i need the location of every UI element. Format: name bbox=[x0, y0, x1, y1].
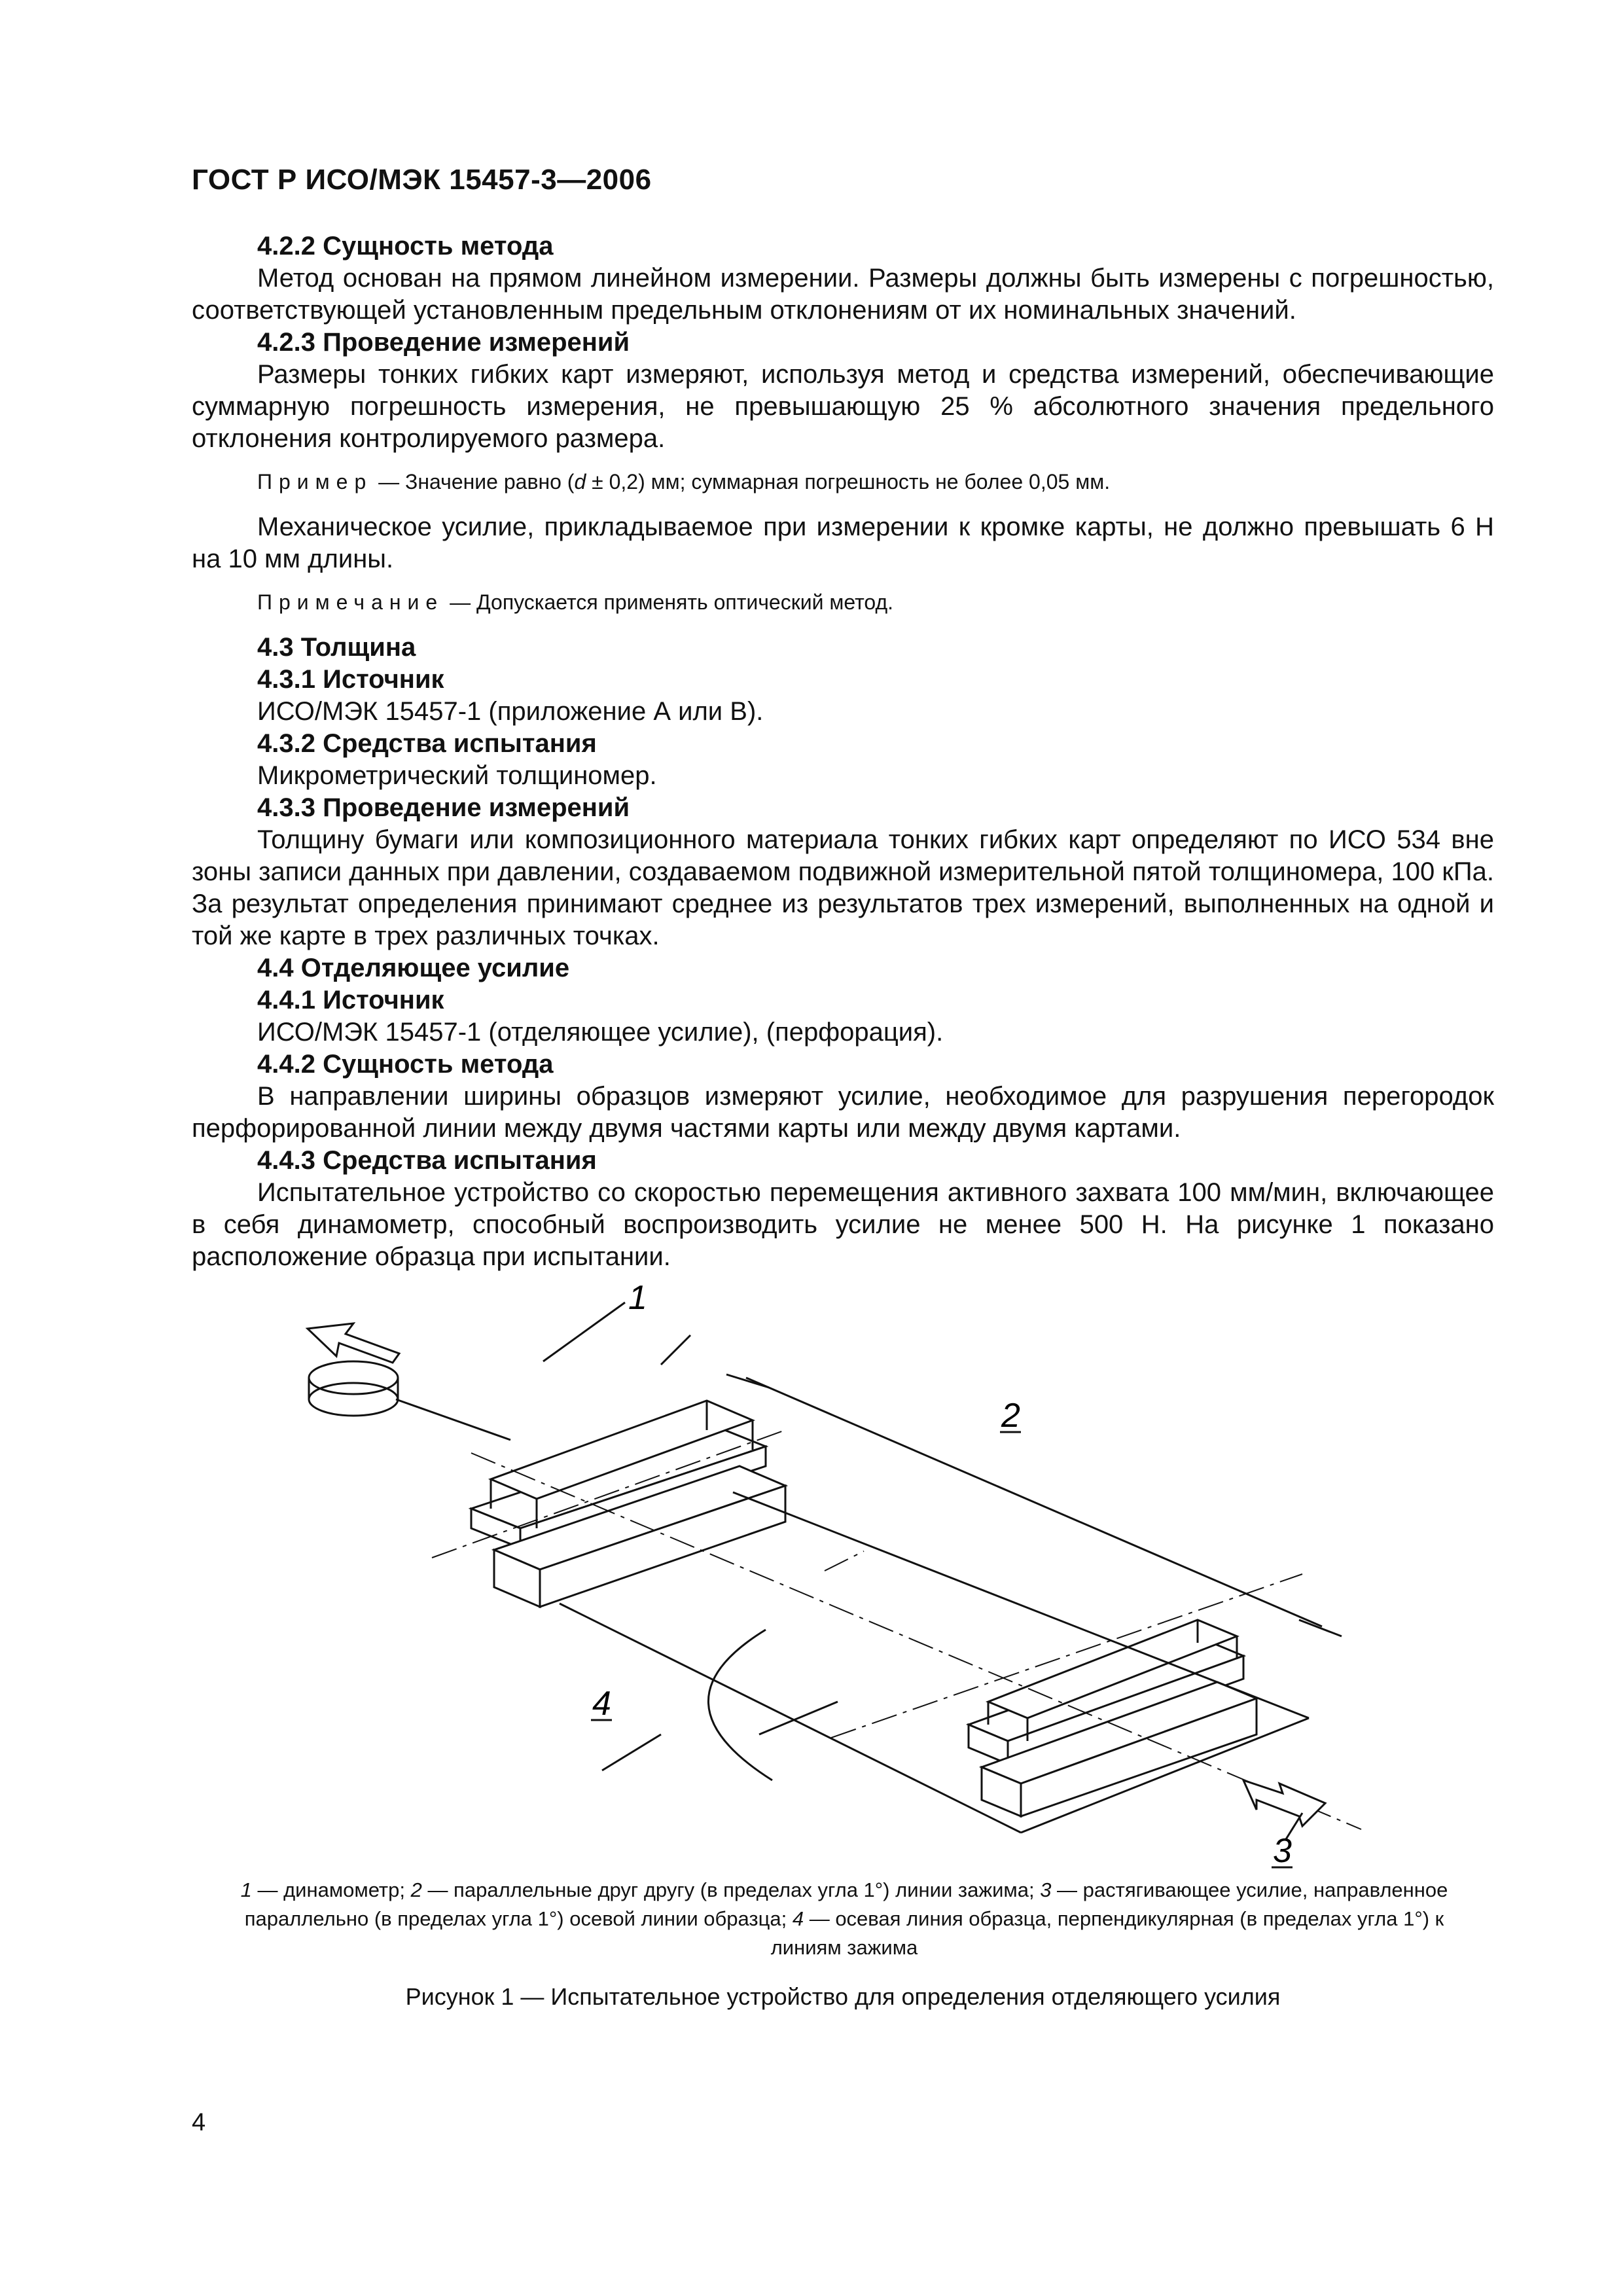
left-clamp-block bbox=[471, 1401, 785, 1607]
test-device-diagram bbox=[262, 1283, 1427, 1872]
specimen-centerline bbox=[471, 1453, 1361, 1829]
note-text: — Допускается применять оптический метод. bbox=[450, 590, 894, 614]
legend-text-3: — растягивающее усилие, направленное параллельно (в пределах угла 1°) осевой линии образца; bbox=[244, 1878, 1448, 1930]
figure-legend bbox=[209, 1876, 1479, 1962]
section-4-2-3-title: 4.2.3 Проведение измерений bbox=[257, 328, 630, 357]
legend-num-2: 2 bbox=[410, 1878, 422, 1901]
section-4-3-title: 4.3 Толщина bbox=[257, 633, 416, 662]
section-4-4-3-title: 4.4.3 Средства испытания bbox=[257, 1146, 597, 1175]
callout-4: 4 bbox=[592, 1685, 611, 1723]
section-4-4-1-text: ИСО/МЭК 15457-1 (отделяющее усилие), (перфорация). bbox=[257, 1018, 944, 1047]
pull-arrow-right-icon bbox=[1243, 1780, 1325, 1826]
callout-3: 3 bbox=[1273, 1832, 1292, 1870]
leader-4 bbox=[602, 1734, 661, 1770]
section-4-2-2-title: 4.2.2 Сущность метода bbox=[257, 232, 554, 260]
section-4-3-3-text: Толщину бумаги или композиционного материала тонких гибких карт определяют по ИСО 534 вне зоны записи данных при давлении, создаваемом подвижной измерительной пятой толщиномера, 100 кПа. За результат определения принимают среднее из результатов трех измерений, выполненных на одной и той же карте в трех различных точках. bbox=[192, 825, 1494, 950]
section-4-4-2-title: 4.4.2 Сущность метода bbox=[257, 1050, 554, 1079]
page-number: 4 bbox=[192, 2109, 206, 2136]
section-4-3-1-title: 4.3.1 Источник bbox=[257, 665, 444, 694]
callout-2: 2 bbox=[1001, 1397, 1020, 1435]
section-4-3-1-text: ИСО/МЭК 15457-1 (приложение А или В). bbox=[257, 697, 764, 726]
example-text-b: ± 0,2) мм; суммарная погрешность не более 0,05 мм. bbox=[586, 470, 1111, 493]
legend-num-1: 1 bbox=[240, 1878, 252, 1901]
section-4-3-2-title: 4.3.2 Средства испытания bbox=[257, 729, 597, 758]
specimen-edge-bottom bbox=[560, 1604, 1021, 1833]
note-label: Примечание bbox=[257, 590, 444, 614]
remark-note bbox=[192, 588, 1494, 616]
body-text bbox=[192, 230, 1494, 1273]
example-text-a: — Значение равно ( bbox=[378, 470, 575, 493]
leader-2 bbox=[661, 1335, 690, 1365]
section-4-4-2-text: В направлении ширины образцов измеряют усилие, необходимое для разрушения перегородок перфорированной линии между двумя частями карты или между двумя картами. bbox=[192, 1082, 1494, 1143]
section-4-3-2-text: Микрометрический толщиномер. bbox=[257, 761, 657, 790]
example-variable: d bbox=[574, 470, 586, 493]
section-4-4-3-text: Испытательное устройство со скоростью перемещения активного захвата 100 мм/мин, включающее в себя динамометр, способный воспроизводить усилие не менее 500 Н. На рисунке 1 показано расположение образца при испытании. bbox=[192, 1178, 1494, 1271]
section-4-4-title: 4.4 Отделяющее усилие bbox=[257, 954, 570, 982]
dynamometer-ring-icon bbox=[309, 1361, 398, 1416]
legend-num-4: 4 bbox=[792, 1907, 804, 1930]
figure-caption: Рисунок 1 — Испытательное устройство для определения отделяющего усилия bbox=[405, 1983, 1281, 2010]
document-header: ГОСТ Р ИСО/МЭК 15457-3—2006 bbox=[192, 164, 652, 196]
specimen-edge-top bbox=[733, 1492, 1309, 1718]
legend-text-1: — динамометр; bbox=[251, 1878, 411, 1901]
legend-num-3: 3 bbox=[1040, 1878, 1052, 1901]
right-clamp-block bbox=[969, 1620, 1257, 1816]
legend-text-4: — осевая линия образца, перпендикулярная (в пределах угла 1°) к линиям зажима bbox=[770, 1907, 1444, 1959]
section-4-3-3-title: 4.3.3 Проведение измерений bbox=[257, 793, 630, 822]
section-4-4-1-title: 4.4.1 Источник bbox=[257, 986, 444, 1014]
example-note bbox=[192, 468, 1494, 495]
figure-1-drawing bbox=[262, 1283, 1427, 1872]
callout-1: 1 bbox=[628, 1283, 647, 1317]
pull-rod bbox=[396, 1399, 510, 1440]
legend-text-2: — параллельные друг другу (в пределах угла 1°) линии зажима; bbox=[421, 1878, 1041, 1901]
dimension-line-2 bbox=[746, 1378, 1322, 1626]
pull-arrow-left-icon bbox=[308, 1323, 399, 1363]
leader-1 bbox=[543, 1302, 625, 1361]
section-4-2-3-text: Размеры тонких гибких карт измеряют, используя метод и средства измерений, обеспечивающие суммарную погрешность измерения, не превышающую 25 % абсолютного значения предельного отклонения контролируемого размера. bbox=[192, 360, 1494, 453]
section-4-2-2-text: Метод основан на прямом линейном измерении. Размеры должны быть измерены с погрешностью, соответствующей установленным предельным отклонениям от их номинальных значений. bbox=[192, 264, 1494, 325]
example-label: Пример bbox=[257, 470, 373, 493]
force-text: Механическое усилие, прикладываемое при измерении к кромке карты, не должно превышать 6 Н на 10 мм длины. bbox=[192, 512, 1494, 573]
